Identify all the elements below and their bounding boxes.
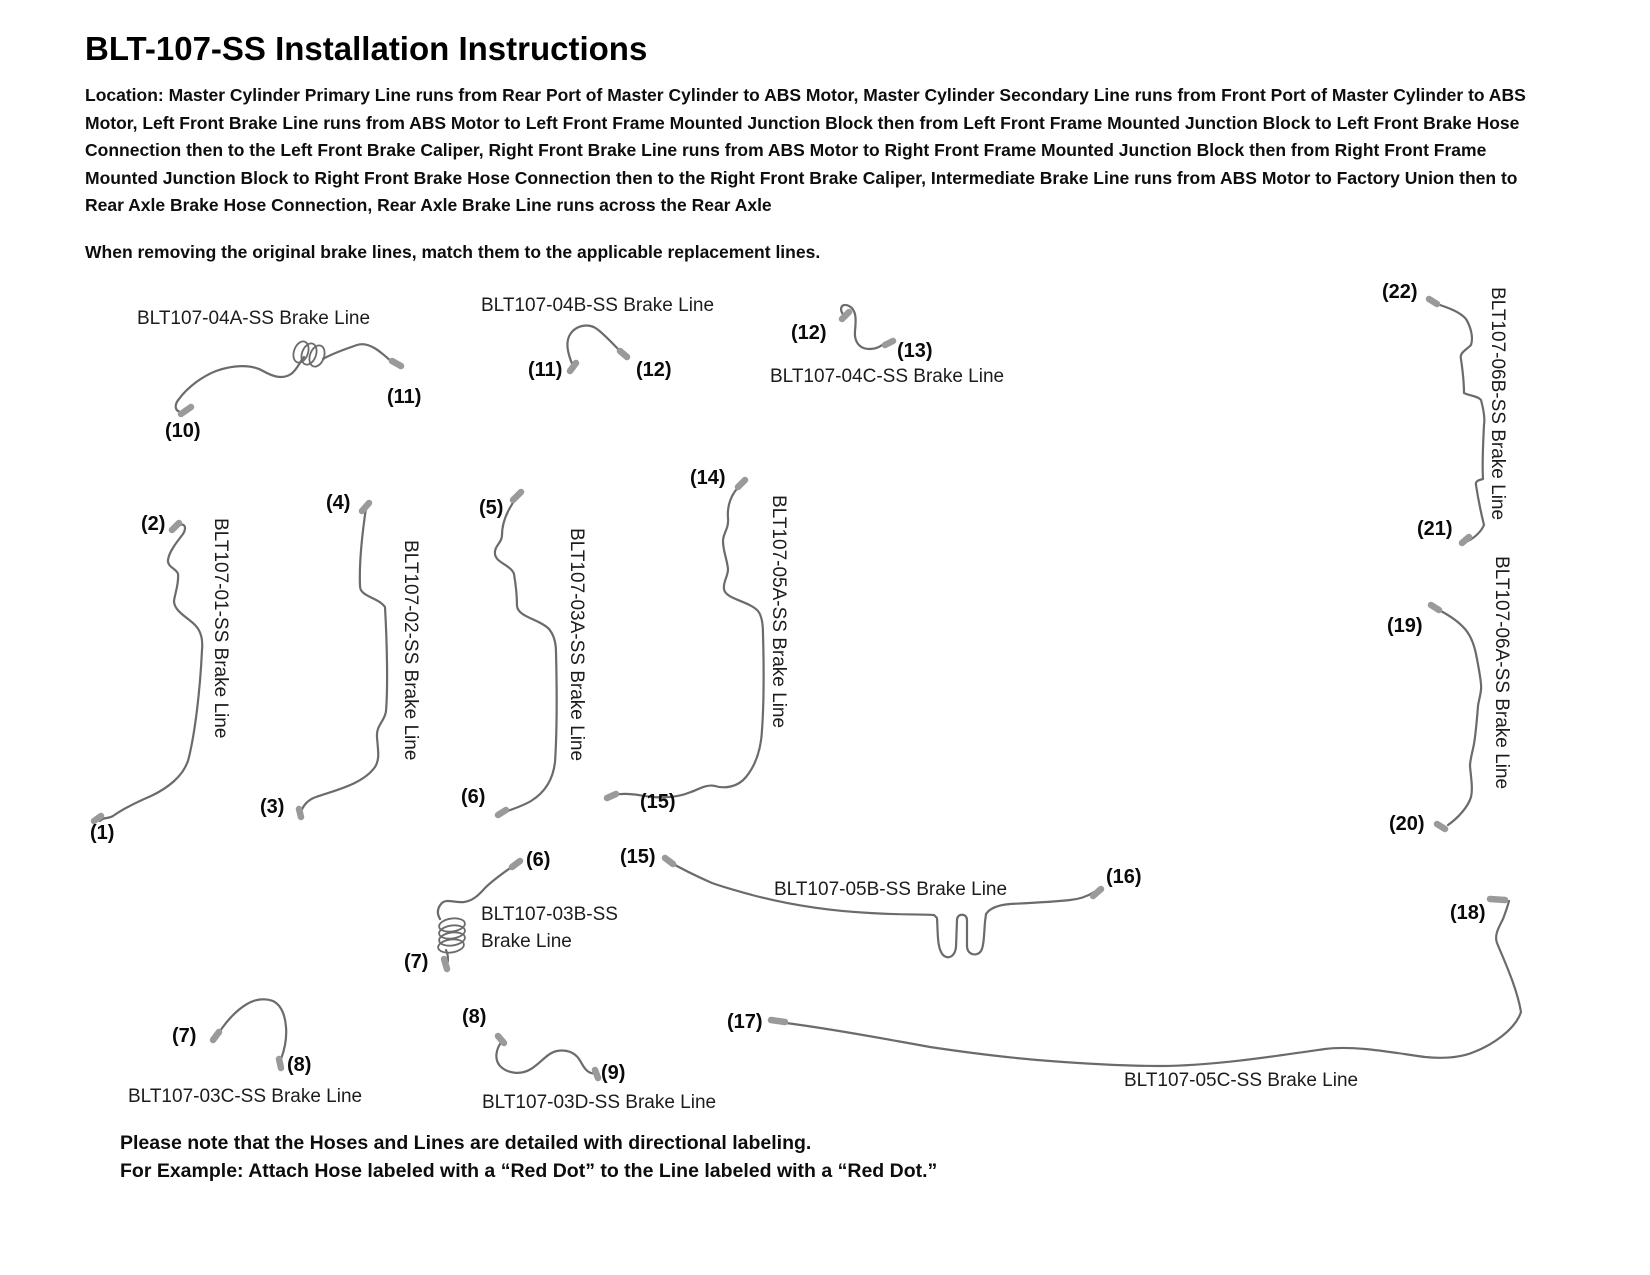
line-drawing-blt107-01 [100,525,202,821]
marker-4: (4) [326,492,351,514]
line-drawing-blt107-03c [217,999,286,1059]
line-drawing-blt107-06b [1434,303,1484,541]
marker-6b: (6) [526,849,551,871]
marker-8a: (8) [287,1054,312,1076]
marker-5: (5) [479,497,504,519]
marker-15a: (15) [640,791,676,813]
marker-7a: (7) [404,951,429,973]
line-drawing-blt107-03d [496,1041,597,1073]
part-label-blt107-03a: BLT107-03A-SS Brake Line [566,528,587,762]
part-label-blt107-06b: BLT107-06B-SS Brake Line [1487,287,1508,521]
marker-7b: (7) [172,1025,197,1047]
match-note: When removing the original brake lines, match them to the applicable replacement lines. [85,242,821,262]
part-label-blt107-03c: BLT107-03C-SS Brake Line [128,1086,363,1107]
part-label-blt107-03b: BLT107-03B-SS Brake Line [481,904,618,952]
marker-10: (10) [165,420,201,442]
marker-11a: (11) [387,386,422,408]
marker-3: (3) [260,796,285,818]
marker-1: (1) [90,822,115,844]
marker-21: (21) [1417,518,1453,540]
location-paragraph: Location: Master Cylinder Primary Line runs from Rear Port of Master Cylinder to ABS Motor, Master Cylinder Secondary Line runs from Front Port of Master Cylinder to ABS Motor, Left Front Brake Line runs from ABS Motor to Left Front Frame Mounted Junction Block then from Left Front Frame Mounted Junction Block to Left Front Brake Hose Connection then to the Left Front Brake Caliper, Right Front Brake Line runs from ABS Motor to Right Front Frame Mounted Junction Block then from Right Front Frame Mounted Junction Block to Right Front Brake Hose Connection then to the Right Front Brake Caliper, Intermediate Brake Line runs from ABS Motor to Factory Union then to Rear Axle Brake Hose Connection, Rear Axle Brake Line runs across the Rear Axle [85,85,1526,215]
part-label-blt107-04c: BLT107-04C-SS Brake Line [770,366,1005,387]
marker-6a: (6) [461,786,486,808]
footer-note-directional-labeling: Please note that the Hoses and Lines are detailed with directional labeling. [120,1132,812,1154]
marker-17: (17) [727,1011,763,1033]
marker-12b: (12) [791,322,827,344]
marker-19: (19) [1387,615,1423,637]
part-label-blt107-06a: BLT107-06A-SS Brake Line [1491,556,1512,790]
line-drawing-blt107-02 [301,508,387,813]
marker-13: (13) [897,340,933,362]
marker-14: (14) [690,467,726,489]
part-label-blt107-01: BLT107-01-SS Brake Line [210,518,231,739]
line-drawing-blt107-04a [176,357,304,412]
line-drawing-blt107-05c [786,901,1521,1066]
part-label-blt107-03d: BLT107-03D-SS Brake Line [482,1092,717,1113]
marker-22: (22) [1382,281,1418,303]
marker-2: (2) [141,513,166,535]
part-label-blt107-02: BLT107-02-SS Brake Line [400,540,421,761]
marker-20: (20) [1389,813,1425,835]
part-label-blt107-05b: BLT107-05B-SS Brake Line [774,879,1008,900]
part-label-blt107-04b: BLT107-04B-SS Brake Line [481,295,715,316]
part-label-blt107-05a: BLT107-05A-SS Brake Line [768,495,789,729]
part-label-blt107-04a: BLT107-04A-SS Brake Line [137,308,371,329]
part-label-blt107-05c: BLT107-05C-SS Brake Line [1124,1070,1359,1091]
marker-15b: (15) [620,846,656,868]
marker-16: (16) [1106,866,1142,888]
marker-12a: (12) [636,359,672,381]
line-drawing-blt107-05a [610,485,764,797]
marker-9: (9) [601,1062,626,1084]
marker-11b: (11) [528,359,563,381]
page-title: BLT-107-SS Installation Instructions [85,30,648,67]
line-drawing-blt107-06a [1437,609,1481,825]
footer-note-example: For Example: Attach Hose labeled with a “Red Dot” to the Line labeled with a “Red Dot.” [120,1160,938,1182]
marker-18: (18) [1450,902,1486,924]
marker-8b: (8) [462,1006,487,1028]
line-drawing-blt107-05b [668,861,1094,957]
line-drawing-blt107-03a [495,497,557,813]
